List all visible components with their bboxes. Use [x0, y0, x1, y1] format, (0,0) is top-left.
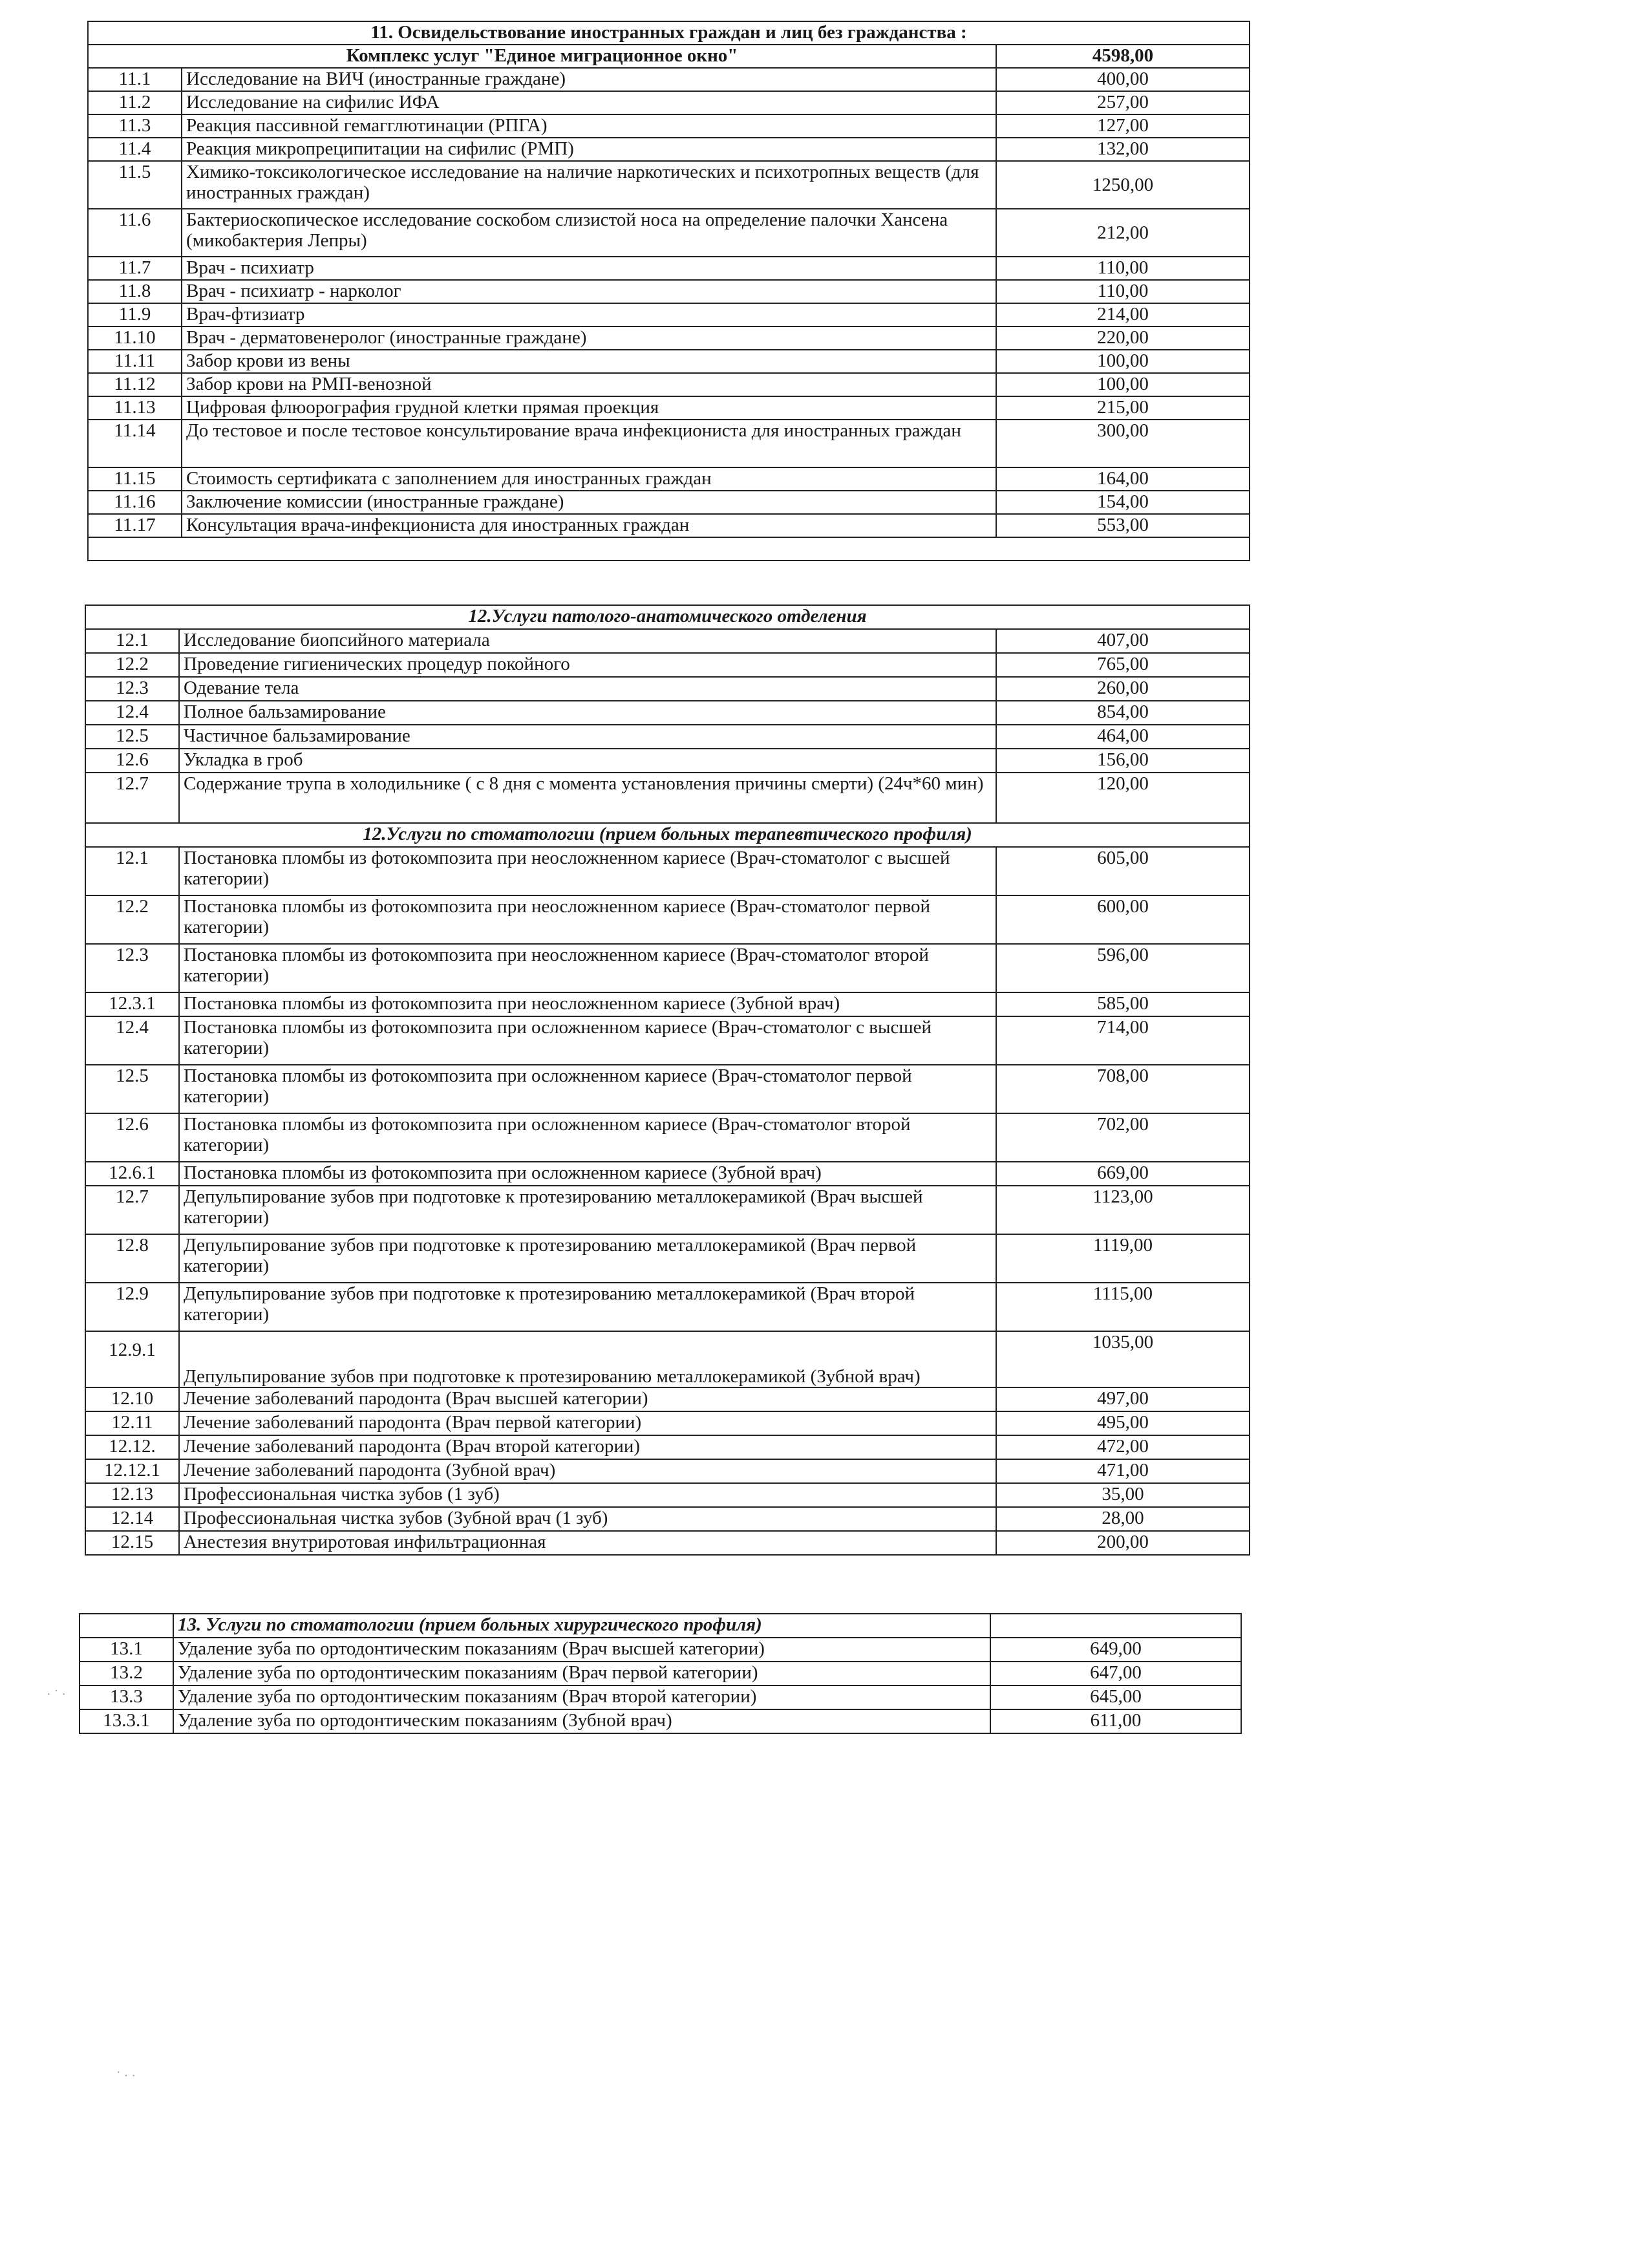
row-num: 12.5 [85, 725, 179, 749]
row-price: 647,00 [990, 1662, 1241, 1685]
row-price: 553,00 [996, 514, 1250, 537]
table-row [88, 161, 1250, 209]
table-row [88, 467, 1250, 491]
row-num: 12.7 [85, 1186, 179, 1234]
row-num: 12.8 [85, 1234, 179, 1283]
table-row [85, 1162, 1250, 1186]
table-row [88, 114, 1250, 138]
table-row [88, 257, 1250, 280]
section-header-row [85, 823, 1250, 847]
row-num: 13.1 [80, 1638, 173, 1662]
row-name: Полное бальзамирование [179, 701, 996, 725]
table-row [85, 629, 1250, 653]
row-price: 120,00 [996, 773, 1250, 823]
row-name: Врач - дерматовенеролог (иностранные граждане) [182, 326, 996, 350]
row-price: 28,00 [996, 1507, 1250, 1531]
row-num: 11.1 [88, 68, 182, 91]
row-num: 12.6 [85, 749, 179, 773]
row-name: Одевание тела [179, 677, 996, 701]
table-row [85, 1459, 1250, 1483]
row-num: 12.13 [85, 1483, 179, 1507]
row-num: 12.9.1 [85, 1331, 179, 1387]
package-row [88, 45, 1250, 68]
row-name: Консультация врача-инфекциониста для иностранных граждан [182, 514, 996, 537]
table-row [88, 280, 1250, 303]
table-row [85, 992, 1250, 1016]
row-price: 600,00 [996, 895, 1250, 944]
row-num: 11.14 [88, 420, 182, 467]
table-row [88, 491, 1250, 514]
row-name: Профессиональная чистка зубов (Зубной врач (1 зуб) [179, 1507, 996, 1531]
empty-cell [80, 1614, 173, 1638]
row-num: 12.3.1 [85, 992, 179, 1016]
row-price: 164,00 [996, 467, 1250, 491]
table-row [88, 138, 1250, 161]
row-price: 702,00 [996, 1113, 1250, 1162]
row-num: 12.2 [85, 895, 179, 944]
table-row [85, 847, 1250, 895]
row-price: 854,00 [996, 701, 1250, 725]
row-name: Лечение заболеваний пародонта (Врач высшей категории) [179, 1387, 996, 1411]
table-row [80, 1638, 1241, 1662]
row-num: 11.9 [88, 303, 182, 326]
spacer-row [88, 537, 1250, 561]
row-name: Проведение гигиенических процедур покойного [179, 653, 996, 677]
row-name: Врач - психиатр [182, 257, 996, 280]
row-price: 495,00 [996, 1411, 1250, 1435]
row-price: 257,00 [996, 91, 1250, 114]
table-row [85, 653, 1250, 677]
scan-noise: ˙ · · [116, 2069, 136, 2083]
table-row [88, 420, 1250, 467]
table-row [85, 1435, 1250, 1459]
row-name: Бактериоскопическое исследование соскобом слизистой носа на определение палочки Хансена (микобактерия Лепры) [182, 209, 996, 257]
row-name: Депульпирование зубов при подготовке к протезированию металлокерамикой (Зубной врач) [179, 1331, 996, 1387]
row-num: 13.3 [80, 1685, 173, 1709]
table-row [85, 1283, 1250, 1331]
row-num: 12.15 [85, 1531, 179, 1555]
table-row [88, 91, 1250, 114]
row-price: 765,00 [996, 653, 1250, 677]
table-row [80, 1685, 1241, 1709]
table-row [85, 725, 1250, 749]
row-name: Исследование на ВИЧ (иностранные граждане) [182, 68, 996, 91]
row-price: 110,00 [996, 257, 1250, 280]
section-title: 12.Услуги по стоматологии (прием больных терапевтического профиля) [85, 823, 1250, 847]
row-num: 13.2 [80, 1662, 173, 1685]
row-name: Лечение заболеваний пародонта (Врач первой категории) [179, 1411, 996, 1435]
section-title: 12.Услуги патолого-анатомического отделения [85, 605, 1250, 629]
package-price: 4598,00 [996, 45, 1250, 68]
table-row [88, 373, 1250, 396]
row-name: Депульпирование зубов при подготовке к протезированию металлокерамикой (Врач второй категории) [179, 1283, 996, 1331]
row-name: Постановка пломбы из фотокомпозита при осложненном кариесе (Зубной врач) [179, 1162, 996, 1186]
row-name: Химико-токсикологическое исследование на наличие наркотических и психотропных веществ (для иностранных граждан) [182, 161, 996, 209]
table-row [85, 1531, 1250, 1555]
empty-cell [990, 1614, 1241, 1638]
table-row [88, 209, 1250, 257]
row-name: До тестовое и после тестовое консультирование врача инфекциониста для иностранных граждан [182, 420, 996, 467]
row-num: 11.6 [88, 209, 182, 257]
table-row [88, 396, 1250, 420]
row-price: 300,00 [996, 420, 1250, 467]
section-title: 11. Освидельствование иностранных граждан и лиц без гражданства : [88, 21, 1250, 45]
row-name: Анестезия внутриротовая инфильтрационная [179, 1531, 996, 1555]
row-name: Реакция микропреципитации на сифилис (РМП) [182, 138, 996, 161]
row-num: 11.16 [88, 491, 182, 514]
section-header-row [85, 605, 1250, 629]
row-price: 260,00 [996, 677, 1250, 701]
row-name: Исследование биопсийного материала [179, 629, 996, 653]
row-price: 407,00 [996, 629, 1250, 653]
row-name: Содержание трупа в холодильнике ( с 8 дня с момента установления причины смерти) (24ч*60 мин) [179, 773, 996, 823]
row-num: 12.4 [85, 701, 179, 725]
table-row [80, 1709, 1241, 1733]
row-num: 12.9 [85, 1283, 179, 1331]
row-price: 200,00 [996, 1531, 1250, 1555]
row-price: 100,00 [996, 373, 1250, 396]
row-name: Удаление зуба по ортодонтическим показаниям (Зубной врач) [173, 1709, 990, 1733]
table-row [88, 68, 1250, 91]
row-price: 464,00 [996, 725, 1250, 749]
table-row [88, 514, 1250, 537]
row-name: Исследование на сифилис ИФА [182, 91, 996, 114]
table-row [85, 1411, 1250, 1435]
table-row [85, 701, 1250, 725]
row-num: 12.1 [85, 629, 179, 653]
row-num: 12.3 [85, 944, 179, 992]
section-12-table [85, 604, 1250, 1556]
table-row [85, 944, 1250, 992]
row-price: 708,00 [996, 1065, 1250, 1113]
row-price: 127,00 [996, 114, 1250, 138]
row-name: Забор крови на РМП-венозной [182, 373, 996, 396]
row-name: Депульпирование зубов при подготовке к протезированию металлокерамикой (Врач высшей категории) [179, 1186, 996, 1234]
row-price: 596,00 [996, 944, 1250, 992]
row-price: 220,00 [996, 326, 1250, 350]
row-num: 11.12 [88, 373, 182, 396]
table-row [85, 1331, 1250, 1387]
row-name: Врач-фтизиатр [182, 303, 996, 326]
row-name: Депульпирование зубов при подготовке к протезированию металлокерамикой (Врач первой категории) [179, 1234, 996, 1283]
row-price: 1250,00 [996, 161, 1250, 209]
row-price: 156,00 [996, 749, 1250, 773]
section-header-row [80, 1614, 1241, 1638]
row-num: 11.7 [88, 257, 182, 280]
section-header-row [88, 21, 1250, 45]
row-num: 12.12. [85, 1435, 179, 1459]
table-row [85, 1234, 1250, 1283]
row-name: Лечение заболеваний пародонта (Зубной врач) [179, 1459, 996, 1483]
row-num: 12.2 [85, 653, 179, 677]
row-num: 13.3.1 [80, 1709, 173, 1733]
row-num: 12.6 [85, 1113, 179, 1162]
table-row [85, 749, 1250, 773]
row-num: 12.11 [85, 1411, 179, 1435]
table-row [88, 326, 1250, 350]
row-num: 11.3 [88, 114, 182, 138]
row-num: 11.2 [88, 91, 182, 114]
row-num: 12.12.1 [85, 1459, 179, 1483]
row-price: 605,00 [996, 847, 1250, 895]
row-num: 12.14 [85, 1507, 179, 1531]
row-price: 649,00 [990, 1638, 1241, 1662]
row-num: 12.5 [85, 1065, 179, 1113]
row-num: 12.6.1 [85, 1162, 179, 1186]
row-price: 35,00 [996, 1483, 1250, 1507]
row-name: Постановка пломбы из фотокомпозита при неосложненном кариесе (Зубной врач) [179, 992, 996, 1016]
row-num: 11.11 [88, 350, 182, 373]
row-price: 100,00 [996, 350, 1250, 373]
row-price: 611,00 [990, 1709, 1241, 1733]
row-name: Забор крови из вены [182, 350, 996, 373]
scan-noise: · ˙ · [47, 1687, 66, 1702]
row-name: Цифровая флюорография грудной клетки прямая проекция [182, 396, 996, 420]
table-row [85, 1483, 1250, 1507]
row-name: Стоимость сертификата с заполнением для иностранных граждан [182, 467, 996, 491]
section-11-table [87, 21, 1250, 561]
table-row [80, 1662, 1241, 1685]
row-price: 669,00 [996, 1162, 1250, 1186]
row-price: 1119,00 [996, 1234, 1250, 1283]
table-row [88, 350, 1250, 373]
row-name: Постановка пломбы из фотокомпозита при неосложненном кариесе (Врач-стоматолог первой категории) [179, 895, 996, 944]
table-row [85, 1507, 1250, 1531]
row-price: 154,00 [996, 491, 1250, 514]
row-num: 11.8 [88, 280, 182, 303]
row-name: Врач - психиатр - нарколог [182, 280, 996, 303]
row-name: Постановка пломбы из фотокомпозита при осложненном кариесе (Врач-стоматолог второй категории) [179, 1113, 996, 1162]
row-price: 110,00 [996, 280, 1250, 303]
row-name: Реакция пассивной гемагглютинации (РПГА) [182, 114, 996, 138]
row-name: Постановка пломбы из фотокомпозита при осложненном кариесе (Врач-стоматолог с высшей категории) [179, 1016, 996, 1065]
row-name: Постановка пломбы из фотокомпозита при неосложненном кариесе (Врач-стоматолог второй категории) [179, 944, 996, 992]
row-name: Удаление зуба по ортодонтическим показаниям (Врач высшей категории) [173, 1638, 990, 1662]
row-num: 11.13 [88, 396, 182, 420]
row-price: 132,00 [996, 138, 1250, 161]
row-name: Постановка пломбы из фотокомпозита при осложненном кариесе (Врач-стоматолог первой категории) [179, 1065, 996, 1113]
row-num: 12.1 [85, 847, 179, 895]
table-row [85, 1113, 1250, 1162]
section-13-table [79, 1613, 1242, 1734]
table-row [88, 303, 1250, 326]
row-num: 11.15 [88, 467, 182, 491]
row-num: 12.10 [85, 1387, 179, 1411]
row-price: 214,00 [996, 303, 1250, 326]
row-price: 1035,00 [996, 1331, 1250, 1387]
row-num: 11.5 [88, 161, 182, 209]
table-row [85, 895, 1250, 944]
row-price: 645,00 [990, 1685, 1241, 1709]
table-row [85, 1016, 1250, 1065]
row-price: 472,00 [996, 1435, 1250, 1459]
row-price: 497,00 [996, 1387, 1250, 1411]
row-price: 714,00 [996, 1016, 1250, 1065]
row-num: 12.3 [85, 677, 179, 701]
row-name: Профессиональная чистка зубов (1 зуб) [179, 1483, 996, 1507]
row-name: Удаление зуба по ортодонтическим показаниям (Врач первой категории) [173, 1662, 990, 1685]
row-price: 400,00 [996, 68, 1250, 91]
table-row [85, 1065, 1250, 1113]
spacer-cell [88, 537, 1250, 561]
row-name: Постановка пломбы из фотокомпозита при неосложненном кариесе (Врач-стоматолог с высшей категории) [179, 847, 996, 895]
row-price: 585,00 [996, 992, 1250, 1016]
table-row [85, 773, 1250, 823]
row-num: 12.7 [85, 773, 179, 823]
row-name: Укладка в гроб [179, 749, 996, 773]
section-title: 13. Услуги по стоматологии (прием больных хирургического профиля) [173, 1614, 990, 1638]
row-name: Лечение заболеваний пародонта (Врач второй категории) [179, 1435, 996, 1459]
table-row [85, 1186, 1250, 1234]
package-label: Комплекс услуг "Единое миграционное окно" [88, 45, 996, 68]
row-name: Частичное бальзамирование [179, 725, 996, 749]
row-price: 1115,00 [996, 1283, 1250, 1331]
row-price: 1123,00 [996, 1186, 1250, 1234]
row-price: 212,00 [996, 209, 1250, 257]
row-name: Удаление зуба по ортодонтическим показаниям (Врач второй категории) [173, 1685, 990, 1709]
row-price: 215,00 [996, 396, 1250, 420]
row-name: Заключение комиссии (иностранные граждане) [182, 491, 996, 514]
row-num: 11.17 [88, 514, 182, 537]
row-num: 11.10 [88, 326, 182, 350]
row-price: 471,00 [996, 1459, 1250, 1483]
table-row [85, 677, 1250, 701]
row-num: 11.4 [88, 138, 182, 161]
row-num: 12.4 [85, 1016, 179, 1065]
table-row [85, 1387, 1250, 1411]
